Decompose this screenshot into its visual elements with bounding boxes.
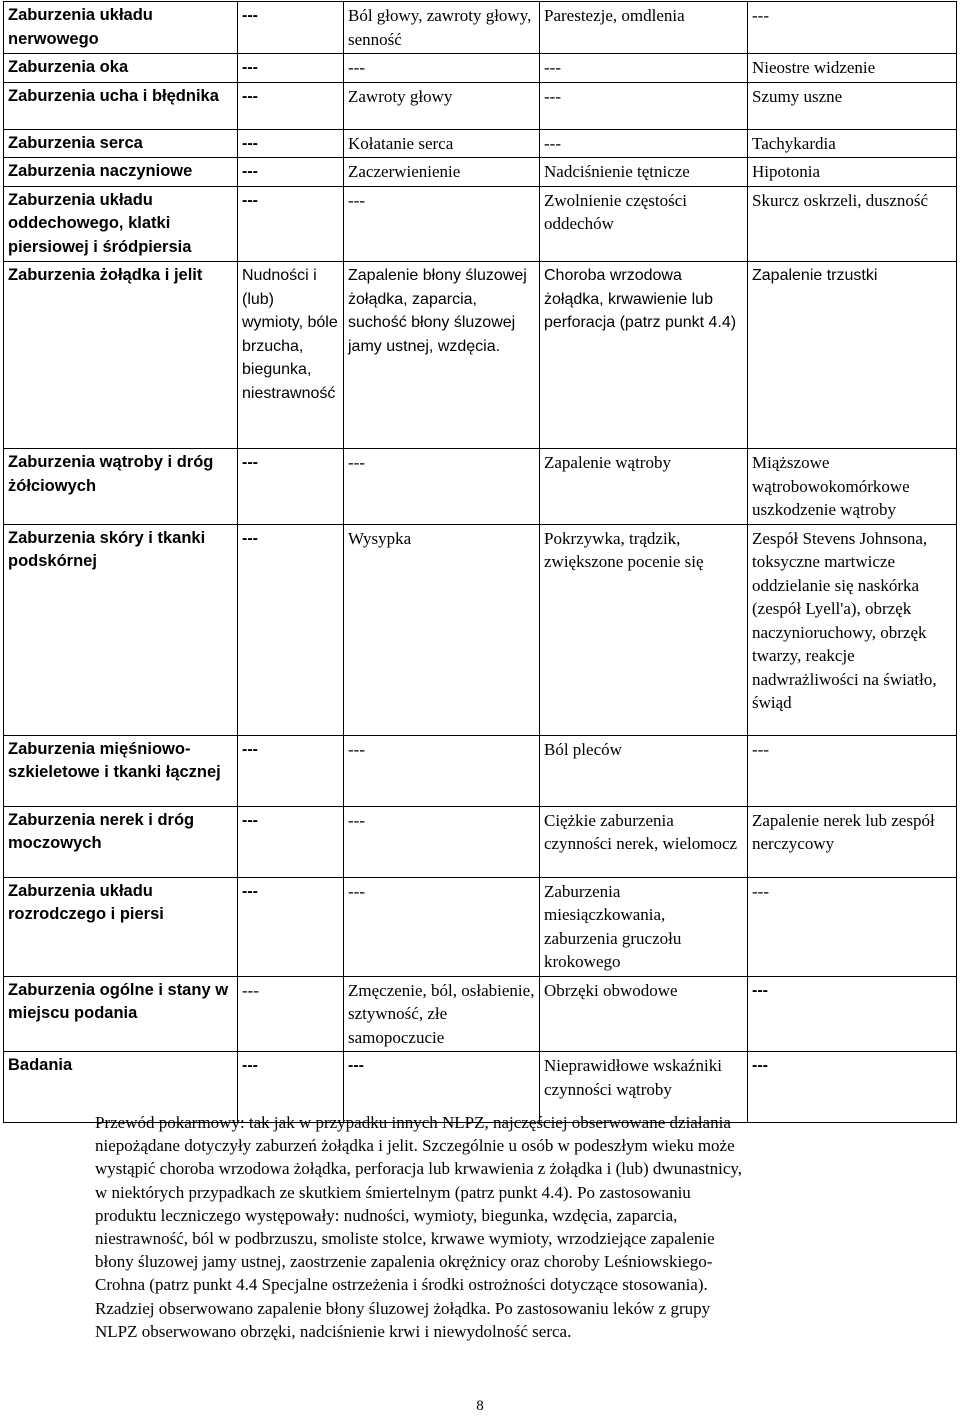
frequency-cell: Kołatanie serca [344,129,540,158]
frequency-cell: --- [540,82,748,129]
frequency-cell: --- [540,54,748,83]
frequency-cell: --- [238,158,344,187]
page-number: 8 [476,1398,484,1414]
table-row [4,54,957,83]
frequency-cell: Nieprawidłowe wskaźniki czynności wątroby [540,1052,748,1123]
adverse-reactions-table [3,1,957,1123]
frequency-cell: --- [748,877,957,976]
frequency-cell: Zespół Stevens Johnsona, toksyczne martwicze oddzielanie się naskórka (zespół Lyell'a), obrzęk naczynioruchowy, obrzęk twarzy, reakcje nadwrażliwości na światło, świąd [748,524,957,735]
frequency-cell: Zapalenie trzustki [748,262,957,449]
organ-class-cell: Badania [4,1052,238,1123]
paragraph-line: produktu leczniczego występowały: nudności, wymioty, biegunka, wzdęcia, zaparcia, [95,1205,678,1225]
organ-class-cell: Zaburzenia mięśniowo-szkieletowe i tkanki łącznej [4,735,238,806]
frequency-cell: Choroba wrzodowa żołądka, krwawienie lub perforacja (patrz punkt 4.4) [540,262,748,449]
frequency-cell: Zwolnienie częstości oddechów [540,186,748,262]
paragraph-line: NLPZ obserwowano obrzęki, nadciśnienie krwi i niewydolność serca. [95,1321,572,1341]
organ-class-cell: Zaburzenia układu nerwowego [4,2,238,54]
frequency-cell: --- [238,129,344,158]
frequency-cell: --- [238,2,344,54]
paragraph-line: Rzadziej obserwowano zapalenie błony śluzowej żołądka. Po zastosowaniu leków z grupy [95,1298,711,1318]
frequency-cell: --- [238,735,344,806]
organ-class-cell: Zaburzenia oka [4,54,238,83]
frequency-cell: --- [344,1052,540,1123]
frequency-cell: Zapalenie błony śluzowej żołądka, zaparcia, suchość błony śluzowej jamy ustnej, wzdęcia. [344,262,540,449]
organ-class-cell: Zaburzenia skóry i tkanki podskórnej [4,524,238,735]
table-row [4,158,957,187]
frequency-cell: --- [238,82,344,129]
organ-class-cell: Zaburzenia ucha i błędnika [4,82,238,129]
frequency-cell: Zapalenie nerek lub zespół nerczycowy [748,806,957,877]
organ-class-cell: Zaburzenia ogólne i stany w miejscu podania [4,976,238,1052]
frequency-cell: Zaczerwienienie [344,158,540,187]
frequency-cell: Ciężkie zaburzenia czynności nerek, wielomocz [540,806,748,877]
frequency-cell: Zmęczenie, ból, osłabienie, sztywność, złe samopoczucie [344,976,540,1052]
frequency-cell: Wysypka [344,524,540,735]
frequency-cell: --- [238,54,344,83]
table-row [4,524,957,735]
frequency-cell: Miąższowe wątrobowokomórkowe uszkodzenie wątroby [748,449,957,525]
organ-class-cell: Zaburzenia układu rozrodczego i piersi [4,877,238,976]
frequency-cell: --- [238,524,344,735]
frequency-cell: --- [748,976,957,1052]
table-row [4,976,957,1052]
table-row [4,82,957,129]
organ-class-cell: Zaburzenia naczyniowe [4,158,238,187]
paragraph-line: niestrawność, ból w podbrzuszu, smoliste stolce, krwawe wymioty, wrzodziejące zapalenie [95,1229,715,1249]
frequency-cell: Skurcz oskrzeli, duszność [748,186,957,262]
table-row [4,449,957,525]
frequency-cell: --- [748,1052,957,1123]
frequency-cell: Obrzęki obwodowe [540,976,748,1052]
table-row [4,735,957,806]
table-row [4,877,957,976]
frequency-cell: --- [540,129,748,158]
frequency-cell: --- [238,877,344,976]
table-row [4,806,957,877]
frequency-cell: Nieostre widzenie [748,54,957,83]
frequency-cell: Ból głowy, zawroty głowy, senność [344,2,540,54]
frequency-cell: Nudności i (lub) wymioty, bóle brzucha, biegunka, niestrawność [238,262,344,449]
frequency-cell: Zapalenie wątroby [540,449,748,525]
gastrointestinal-paragraph [95,1111,895,1343]
paragraph-line: niepożądane dotyczyły zaburzeń żołądka i jelit. Szczególnie u osób w podeszłym wieku może [95,1136,735,1156]
table-row [4,186,957,262]
frequency-cell: Nadciśnienie tętnicze [540,158,748,187]
frequency-cell: --- [344,54,540,83]
frequency-cell: Pokrzywka, trądzik, zwiększone pocenie się [540,524,748,735]
frequency-cell: Parestezje, omdlenia [540,2,748,54]
frequency-cell: --- [344,806,540,877]
frequency-cell: --- [344,449,540,525]
paragraph-line: wystąpić choroba wrzodowa żołądka, perforacja lub krwawienia z żołądka i (lub) dwunastnicy, [95,1159,743,1179]
table-row [4,129,957,158]
frequency-cell: Zawroty głowy [344,82,540,129]
frequency-cell: --- [344,735,540,806]
organ-class-cell: Zaburzenia żołądka i jelit [4,262,238,449]
frequency-cell: --- [238,1052,344,1123]
frequency-cell: --- [238,449,344,525]
frequency-cell: --- [238,976,344,1052]
paragraph-line: w niektórych przypadkach ze skutkiem śmiertelnym (patrz punkt 4.4). Po zastosowaniu [95,1182,691,1202]
table-row [4,2,957,54]
organ-class-cell: Zaburzenia układu oddechowego, klatki piersiowej i śródpiersia [4,186,238,262]
organ-class-cell: Zaburzenia nerek i dróg moczowych [4,806,238,877]
frequency-cell: Zaburzenia miesiączkowania, zaburzenia gruczołu krokowego [540,877,748,976]
frequency-cell: Szumy uszne [748,82,957,129]
frequency-cell: --- [748,2,957,54]
frequency-cell: --- [344,877,540,976]
frequency-cell: --- [748,735,957,806]
frequency-cell: Ból pleców [540,735,748,806]
paragraph-line: Przewód pokarmowy: tak jak w przypadku innych NLPZ, najczęściej obserwowane działania [95,1113,731,1132]
paragraph-line: błony śluzowej jamy ustnej, zaostrzenie zapalenia okrężnicy oraz choroby Leśniowskiego- [95,1252,713,1272]
organ-class-cell: Zaburzenia wątroby i dróg żółciowych [4,449,238,525]
paragraph-line: Crohna (patrz punkt 4.4 Specjalne ostrzeżenia i środki ostrożności dotyczące stosowania). [95,1275,708,1295]
frequency-cell: Tachykardia [748,129,957,158]
frequency-cell: --- [238,186,344,262]
organ-class-cell: Zaburzenia serca [4,129,238,158]
frequency-cell: Hipotonia [748,158,957,187]
table-row [4,262,957,449]
frequency-cell: --- [238,806,344,877]
frequency-cell: --- [344,186,540,262]
